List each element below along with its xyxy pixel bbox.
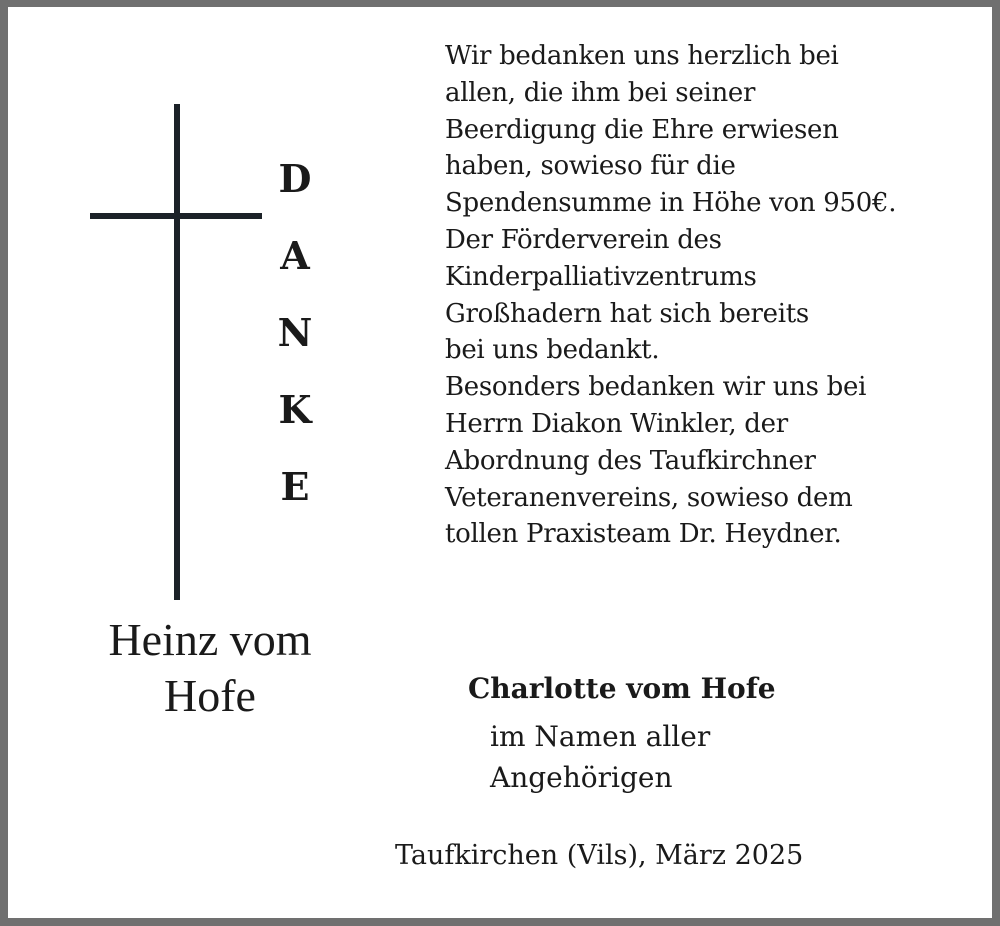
signature-name: Charlotte vom Hofe (468, 672, 776, 705)
message-line: Abordnung des Taufkirchner (445, 445, 816, 476)
message-line: allen, die ihm bei seiner (445, 77, 756, 108)
cross-icon-horizontal (90, 213, 262, 219)
danke-letter: K (278, 387, 312, 432)
danke-letter: N (277, 310, 313, 355)
place-date: Taufkirchen (Vils), März 2025 (395, 840, 804, 871)
message-line: Veteranenvereins, sowieso dem (445, 482, 853, 513)
cross-icon-vertical (174, 104, 180, 600)
signature-line: Angehörigen (490, 761, 673, 794)
message-line: Herrn Diakon Winkler, der (445, 408, 788, 439)
message-line: bei uns bedankt. (445, 335, 660, 366)
deceased-name-line: Heinz vom (108, 614, 312, 665)
message-line: Kinderpalliativzentrums (445, 261, 757, 292)
message-line: Der Förderverein des (445, 224, 722, 255)
message-line: Spendensumme in Höhe von 950€. (445, 188, 897, 219)
message-line: tollen Praxisteam Dr. Heydner. (445, 519, 842, 550)
deceased-name-line: Hofe (164, 670, 256, 721)
message-line: Großhadern hat sich bereits (445, 298, 809, 329)
danke-letter: E (280, 464, 310, 509)
danke-letter: A (280, 233, 310, 278)
deceased-name (60, 612, 360, 724)
message-line: Besonders bedanken wir uns bei (445, 372, 867, 403)
message-line: Beerdigung die Ehre erwiesen (445, 114, 839, 145)
message-text (445, 38, 896, 553)
message-line: haben, sowieso für die (445, 151, 736, 182)
signature-subtitle (490, 716, 710, 798)
danke-letter: D (278, 156, 312, 201)
message-line: Wir bedanken uns herzlich bei (445, 41, 839, 71)
signature-line: im Namen aller (490, 720, 711, 753)
danke-heading (270, 140, 320, 525)
